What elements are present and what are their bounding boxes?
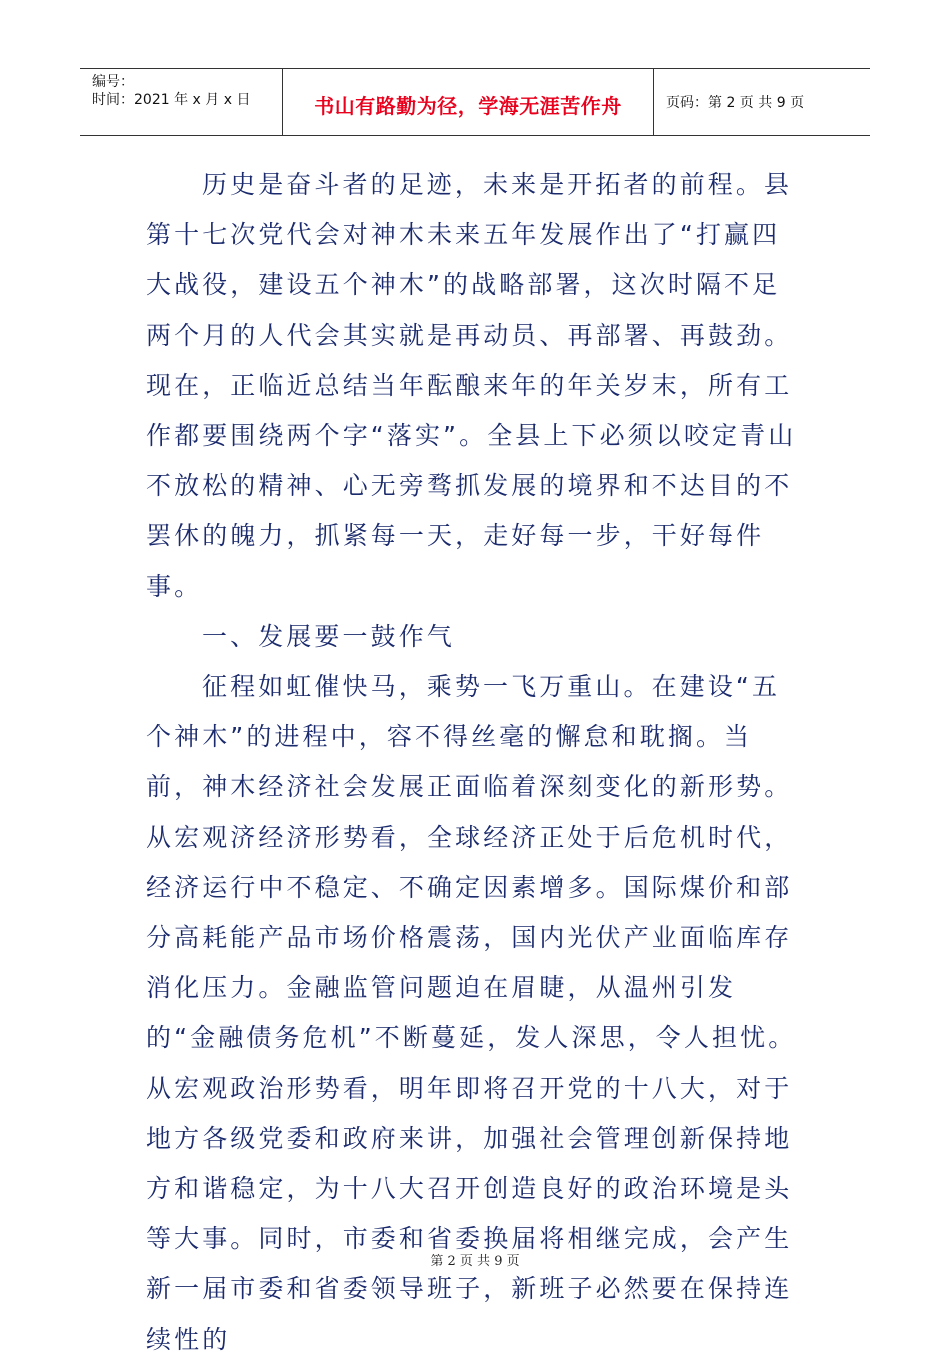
body-paragraph: 征程如虹催快马，乘势一飞万重山。在建设“五个神木”的进程中，容不得丝毫的懈怠和耽搁。当前，神木经济社会发展正面临着深刻变化的新形势。从宏观济经济形势看，全球经济正处于后危机时代，经济运行中不稳定、不确定因素增多。国际煤价和部分高耗能产品市场价格震荡，国内光伏产业面临库存消化压力。金融监管问题迫在眉睫，从温州引发的“金融债务危机”不断蔓延，发人深思，令人担忧。从宏观政治形势看，明年即将召开党的十八大，对于地方各级党委和政府来讲，加强社会管理创新保持地方和谐稳定，为十八大召开创造良好的政治环境是头等大事。同时，市委和省委换届将相继完成，会产生新一届市委和省委领导班子，新班子必然要在保持连续性的 bbox=[146, 672, 797, 1354]
header-meta-cell bbox=[80, 68, 282, 136]
body-paragraph: 历史是奋斗者的足迹，未来是开拓者的前程。县第十七次党代会对神木未来五年发展作出了“打赢四大战役，建设五个神木”的战略部署，这次时隔不足两个月的人代会其实就是再动员、再部署、再鼓劲。现在，正临近总结当年酝酿来年的年关岁末，所有工作都要围绕两个字“落实”。全县上下必须以咬定青山不放松的精神、心无旁骛抓发展的境界和不达目的不罢休的魄力，抓紧每一天，走好每一步，干好每件事。 bbox=[146, 170, 797, 601]
section-heading: 一、发展要一鼓作气 bbox=[202, 621, 455, 651]
header-page-indicator: 页码：第 2 页 共 9 页 bbox=[666, 95, 805, 111]
header-page-cell bbox=[654, 68, 870, 136]
header-motto-cell bbox=[282, 68, 654, 136]
footer-page-number: 第 2 页 共 9 页 bbox=[430, 1254, 520, 1269]
document-body bbox=[146, 160, 806, 1365]
document-number-label: 编号： bbox=[92, 74, 134, 90]
document-date-label: 时间：2021 年 x 月 x 日 bbox=[92, 92, 251, 108]
header-motto: 书山有路勤为径，学海无涯苦作舟 bbox=[314, 93, 622, 118]
header-bottom-rule bbox=[80, 135, 870, 136]
page-footer bbox=[0, 1250, 950, 1269]
page-header bbox=[80, 68, 870, 136]
